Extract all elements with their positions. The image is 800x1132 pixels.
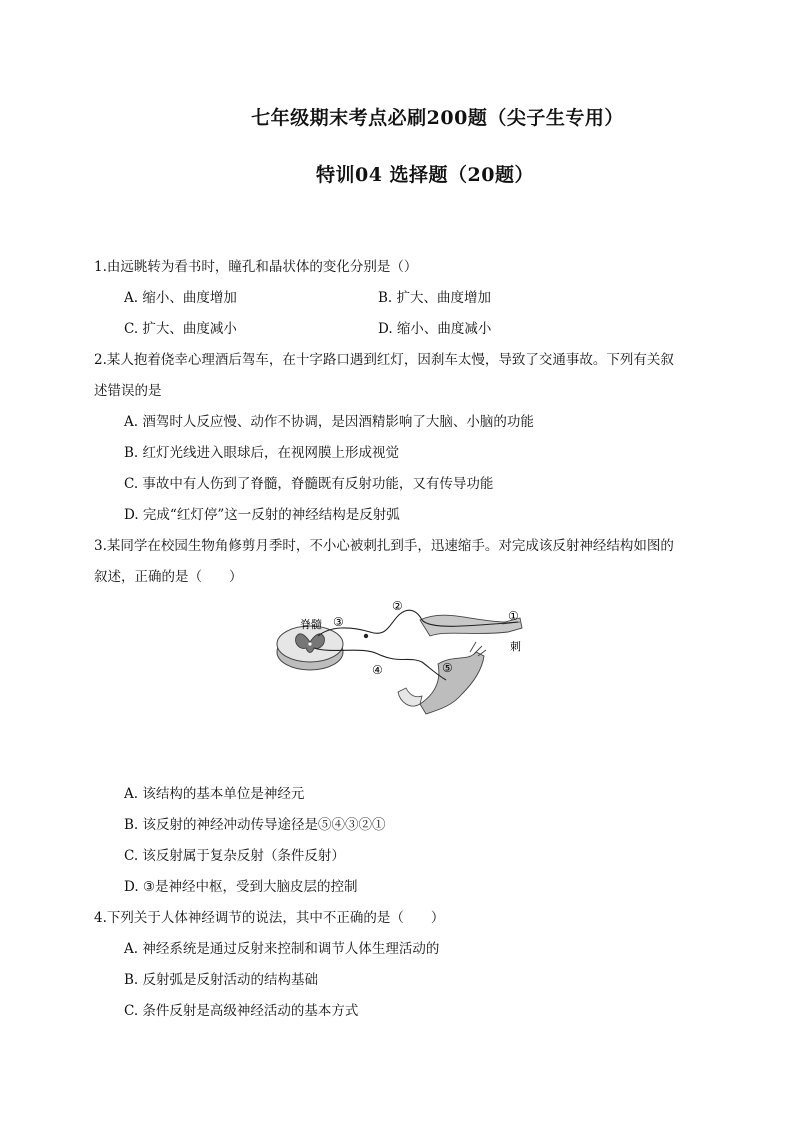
question-1-option-c: C. 扩大、曲度减小 (124, 321, 237, 337)
label-thorn: 刺 (510, 640, 521, 653)
label-spinal-cord: 脊髓 (300, 618, 322, 631)
question-2-option-d: D. 完成“红灯停”这一反射的神经结构是反射弧 (124, 507, 400, 523)
label-5: ⑤ (442, 661, 453, 675)
document-title: 七年级期末考点必刷200题（尖子生专用） (251, 107, 624, 129)
label-3: ③ (333, 615, 344, 629)
question-2-option-a: A. 酒驾时人反应慢、动作不协调，是因酒精影响了大脑、小脑的功能 (124, 414, 534, 430)
question-3-option-b: B. 该反射的神经冲动传导途径是⑤④③②① (124, 817, 386, 833)
question-3-stem-line-2: 叙述，正确的是（ ） (94, 569, 243, 585)
question-3-option-a: A. 该结构的基本单位是神经元 (124, 786, 305, 802)
question-1-stem: 1.由远眺转为看书时，瞳孔和晶状体的变化分别是（） (94, 259, 418, 275)
question-3-option-d: D. ③是神经中枢，受到大脑皮层的控制 (124, 879, 358, 895)
question-4-option-c: C. 条件反射是高级神经活动的基本方式 (124, 1003, 359, 1019)
question-1-option-b: B. 扩大、曲度增加 (378, 290, 492, 306)
label-2: ② (392, 599, 403, 613)
question-3-stem-line-1: 3.某同学在校园生物角修剪月季时，不小心被刺扎到手，迅速缩手。对完成该反射神经结构如图的 (94, 538, 674, 554)
neuron-cell-body-dot (364, 634, 368, 638)
question-2-option-c: C. 事故中有人伤到了脊髓，脊髓既有反射功能，又有传导功能 (124, 476, 494, 492)
question-1-option-a: A. 缩小、曲度增加 (124, 290, 237, 306)
reflex-arc-figure (270, 592, 540, 742)
question-1-option-d: D. 缩小、曲度减小 (378, 321, 492, 337)
label-1: ① (508, 609, 519, 623)
spinal-cord-drawing (277, 626, 343, 670)
question-2-stem-line-2: 述错误的是 (94, 383, 162, 399)
question-3-option-c: C. 该反射属于复杂反射（条件反射） (124, 848, 345, 864)
question-4-option-a: A. 神经系统是通过反射来控制和调节人体生理活动的 (124, 941, 440, 957)
label-4: ④ (372, 663, 383, 677)
question-4-stem: 4.下列关于人体神经调节的说法，其中不正确的是（ ） (94, 910, 445, 926)
question-2-stem-line-1: 2.某人抱着侥幸心理酒后驾车，在十字路口遇到红灯，因刹车太慢，导致了交通事故。下列有关叙 (94, 352, 674, 368)
document-subtitle: 特训04 选择题（20题） (316, 164, 534, 186)
question-2-option-b: B. 红灯光线进入眼球后，在视网膜上形成视觉 (124, 445, 400, 461)
question-4-option-b: B. 反射弧是反射活动的结构基础 (124, 972, 319, 988)
